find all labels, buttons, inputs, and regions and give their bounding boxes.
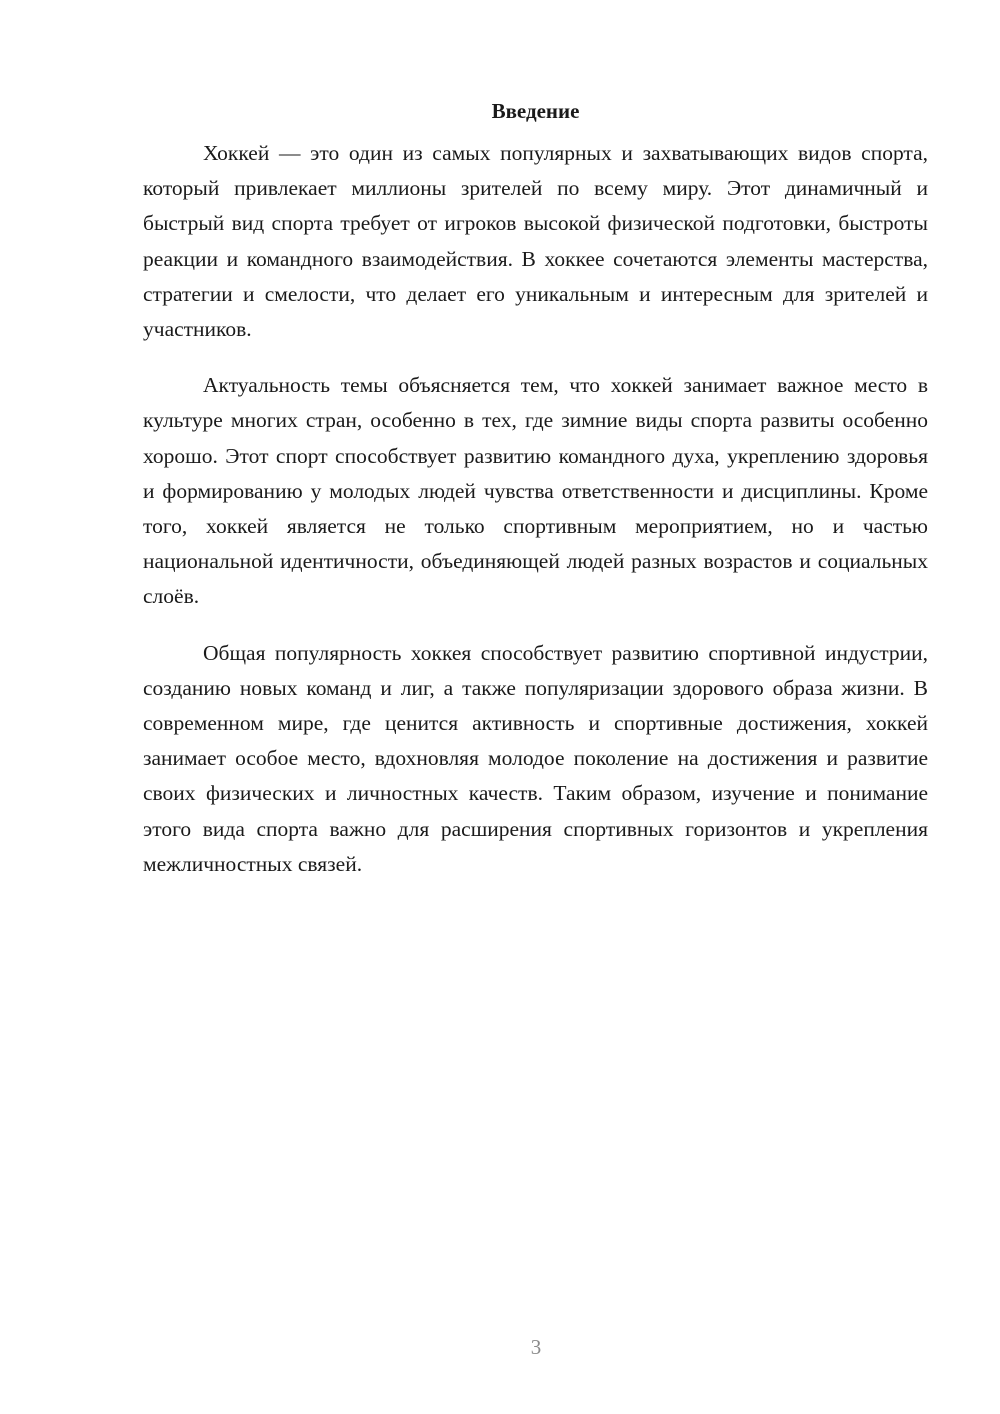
page-content: [143, 96, 928, 903]
page-number: 3: [530, 1335, 542, 1359]
paragraph-intro: Хоккей — это один из самых популярных и захватывающих видов спорта, который привлекает миллионы зрителей по всему миру. Этот динамичный и быстрый вид спорта требует от игроков высокой физической подготовки, быстроты реакции и командного взаимодействия. В хоккее сочетаются элементы мастерства, стратегии и смелости, что делает его уникальным и интересным для зрителей и участников.: [143, 141, 928, 342]
paragraph-relevance: Актуальность темы объясняется тем, что хоккей занимает важное место в культуре многих стран, особенно в тех, где зимние виды спорта развиты особенно хорошо. Этот спорт способствует развитию командного духа, укреплению здоровья и формированию у молодых людей чувства ответственности и дисциплины. Кроме того, хоккей является не только спортивным мероприятием, но и частью национальной идентичности, объединяющей людей разных возрастов и социальных слоёв.: [143, 373, 928, 609]
section-title: Введение: [491, 99, 580, 123]
paragraph-popularity: Общая популярность хоккея способствует развитию спортивной индустрии, созданию новых команд и лиг, а также популяризации здорового образа жизни. В современном мире, где ценится активность и спортивные достижения, хоккей занимает особое место, вдохновляя молодое поколение на достижения и развитие своих физических и личностных качеств. Таким образом, изучение и понимание этого вида спорта важно для расширения спортивных горизонтов и укрепления межличностных связей.: [143, 640, 928, 876]
